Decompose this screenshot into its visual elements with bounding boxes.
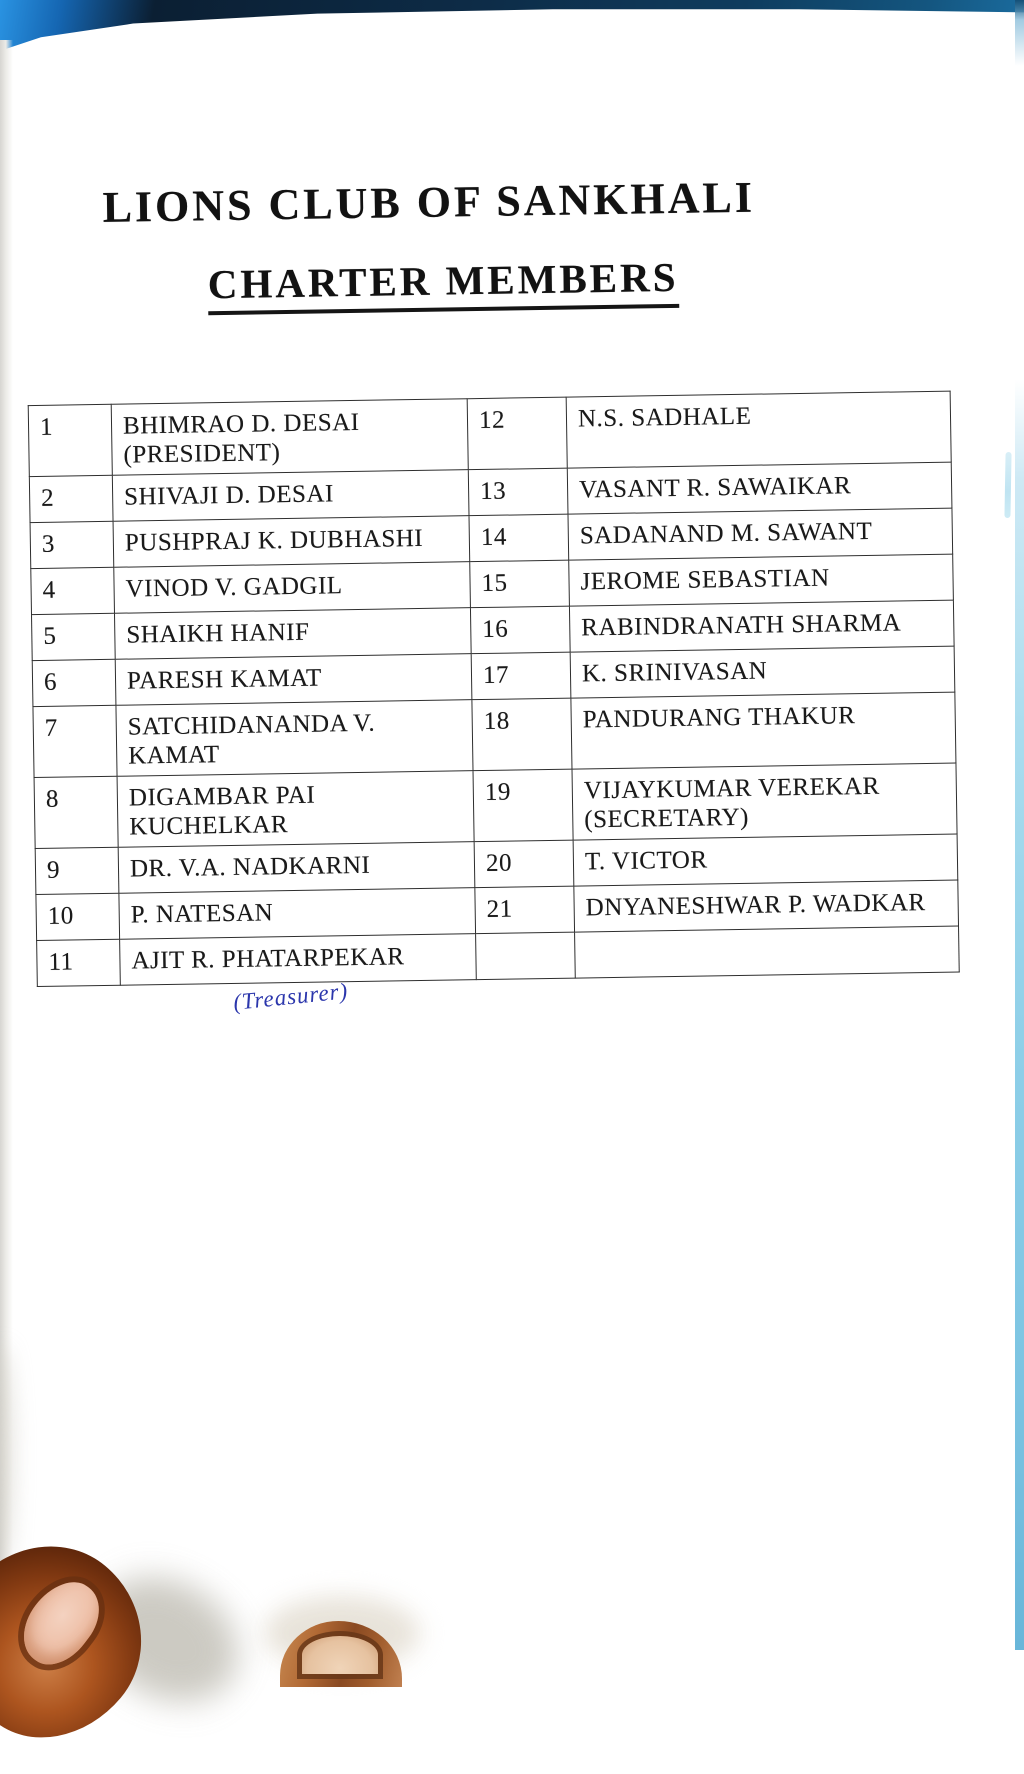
member-number: 16 — [470, 606, 570, 654]
member-number: 9 — [35, 847, 119, 894]
member-number: 5 — [32, 613, 116, 660]
member-name: PARESH KAMAT — [115, 654, 472, 706]
member-number: 2 — [29, 475, 113, 522]
member-name: BHIMRAO D. DESAI (PRESIDENT) — [111, 399, 468, 476]
member-name: P. NATESAN — [119, 888, 476, 940]
member-name: SHIVAJI D. DESAI — [112, 470, 469, 522]
member-number: 6 — [32, 659, 116, 706]
member-number: 14 — [469, 514, 569, 562]
member-number: 13 — [468, 468, 568, 516]
member-name: AJIT R. PHATARPEKAR — [120, 934, 477, 986]
member-name: K. SRINIVASAN — [570, 646, 955, 698]
member-name: VINOD V. GADGIL — [114, 562, 471, 614]
member-name: SADANAND M. SAWANT — [568, 508, 953, 560]
member-name: PUSHPRAJ K. DUBHASHI — [113, 516, 470, 568]
member-name: T. VICTOR — [573, 834, 958, 886]
member-name: PANDURANG THAKUR — [571, 692, 956, 769]
member-number: 7 — [33, 705, 117, 777]
member-name — [575, 926, 960, 978]
member-number — [476, 932, 576, 980]
member-name: N.S. SADHALE — [566, 391, 951, 468]
member-name: DNYANESHWAR P. WADKAR — [574, 880, 959, 932]
member-number: 10 — [36, 893, 120, 940]
handwritten-treasurer-note: (Treasurer) — [232, 978, 350, 1015]
member-number: 3 — [30, 521, 114, 568]
member-number: 11 — [37, 939, 121, 986]
member-name: JEROME SEBASTIAN — [569, 554, 954, 606]
page-title: LIONS CLUB OF SANKHALI — [102, 172, 756, 232]
member-name: VASANT R. SAWAIKAR — [567, 462, 952, 514]
fingertip-nail — [302, 1636, 378, 1674]
member-number: 18 — [472, 698, 572, 771]
member-number: 21 — [475, 886, 575, 934]
member-number: 8 — [34, 776, 118, 848]
member-number: 17 — [471, 652, 571, 700]
charter-members-table — [28, 391, 960, 987]
member-number: 20 — [474, 840, 574, 888]
member-number: 19 — [473, 769, 573, 842]
member-name: VIJAYKUMAR VEREKAR (SECRETARY) — [572, 763, 957, 840]
members-table-body — [28, 391, 959, 986]
member-name: DR. V.A. NADKARNI — [118, 842, 475, 894]
member-name: SHAIKH HANIF — [114, 608, 471, 660]
member-number: 15 — [470, 560, 570, 608]
member-number: 12 — [467, 397, 567, 470]
member-number: 1 — [28, 404, 112, 476]
member-name: SATCHIDANANDA V. KAMAT — [116, 700, 473, 777]
member-number: 4 — [31, 567, 115, 614]
page-subtitle: CHARTER MEMBERS — [207, 253, 678, 315]
member-name: RABINDRANATH SHARMA — [569, 600, 954, 652]
member-name: DIGAMBAR PAI KUCHELKAR — [117, 771, 474, 848]
